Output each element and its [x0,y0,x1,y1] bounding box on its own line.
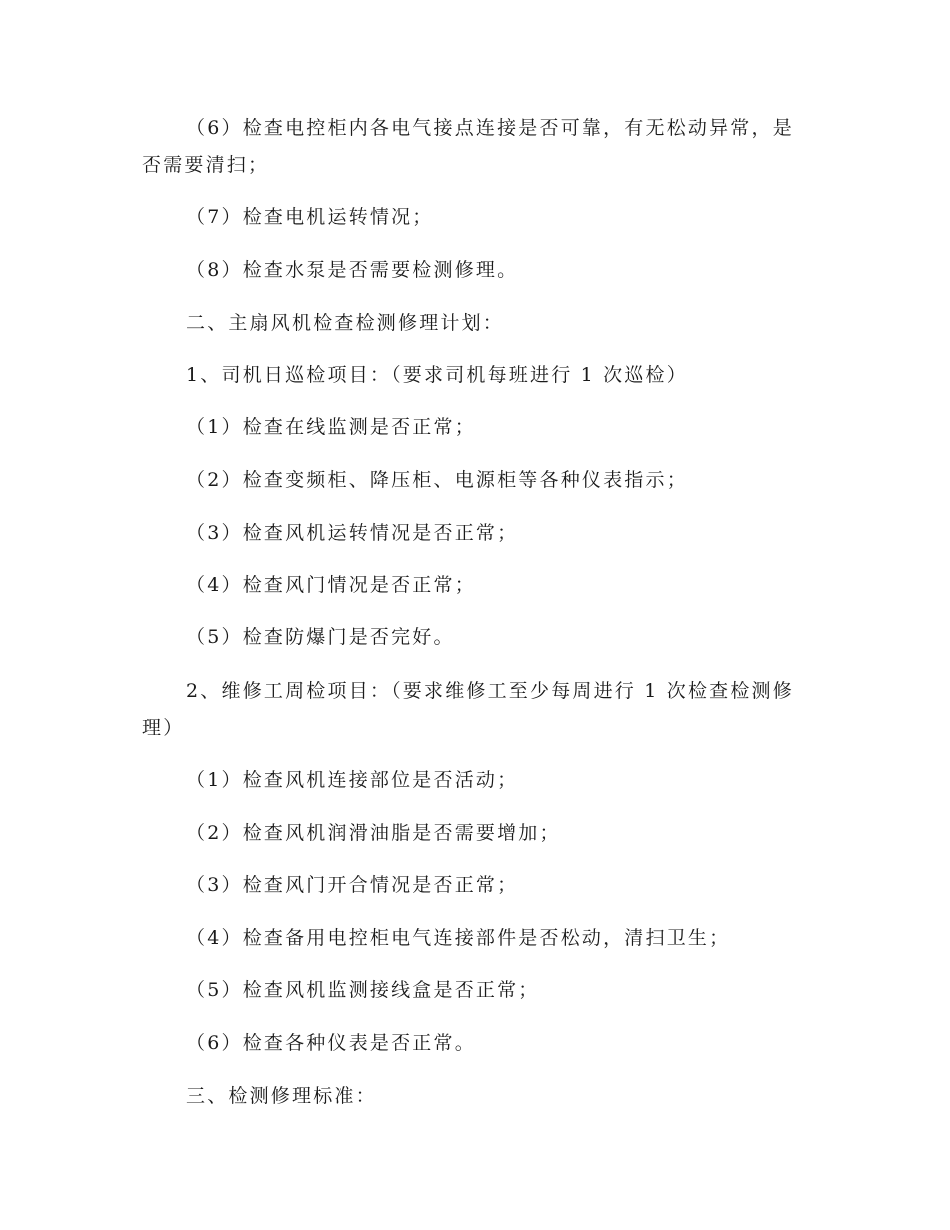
paragraph-line: （3）检查风门开合情况是否正常； [186,874,519,896]
paragraph-line: （1）检查在线监测是否正常； [186,416,476,438]
paragraph-line: （3）检查风机运转情况是否正常； [186,522,519,544]
paragraph-line: （1）检查风机连接部位是否活动； [186,769,519,791]
paragraph-line: （5）检查防爆门是否完好。 [186,626,455,648]
paragraph-line: （4）检查备用电控柜电气连接部件是否松动，清扫卫生； [186,927,731,949]
paragraph-line: （8）检查水泵是否需要检测修理。 [186,259,519,281]
paragraph-line: （6）检查电控柜内各电气接点连接是否可靠，有无松动异常，是 [186,117,794,139]
paragraph-line-continuation: 否需要清扫； [142,154,270,176]
paragraph-line-continuation: 理） [142,717,185,739]
paragraph-line: （5）检查风机监测接线盒是否正常； [186,979,540,1001]
paragraph-line: （6）检查各种仪表是否正常。 [186,1032,476,1054]
section-heading: 三、检测修理标准： [186,1085,377,1107]
subsection-heading: 1、司机日巡检项目：（要求司机每班进行 1 次巡检） [186,364,688,386]
subsection-heading: 2、维修工周检项目：（要求维修工至少每周进行 1 次检查检测修 [186,680,794,702]
paragraph-line: （4）检查风门情况是否正常； [186,574,476,596]
section-heading: 二、主扇风机检查检测修理计划： [186,312,505,334]
paragraph-line: （2）检查风机润滑油脂是否需要增加； [186,822,561,844]
paragraph-line: （2）检查变频柜、降压柜、电源柜等各种仪表指示； [186,469,688,491]
paragraph-line: （7）检查电机运转情况； [186,206,434,228]
